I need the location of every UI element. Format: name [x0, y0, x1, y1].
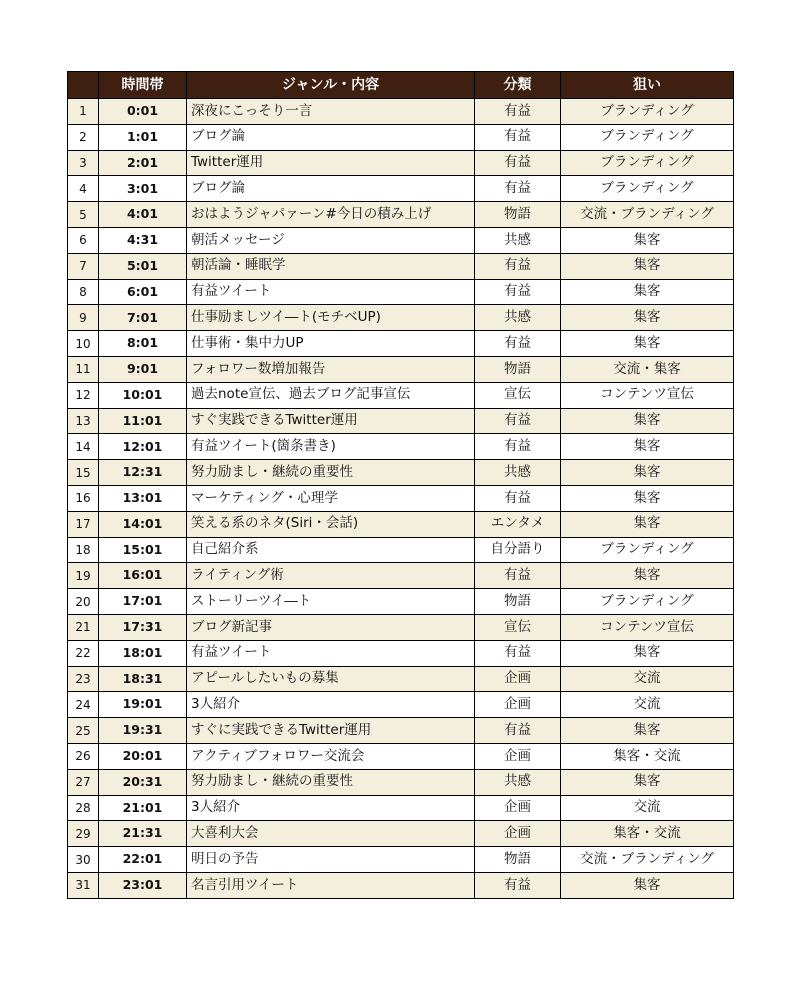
content-cell: 名言引用ツイート: [187, 872, 475, 898]
content-cell: 有益ツイート(箇条書き): [187, 434, 475, 460]
time-slot: 19:01: [99, 692, 187, 718]
table-row: [68, 176, 734, 202]
table-row: [68, 124, 734, 150]
aim-cell: 集客: [561, 511, 734, 537]
content-cell: ストーリーツイ―ト: [187, 589, 475, 615]
schedule-sheet: [67, 71, 733, 899]
time-slot: 17:01: [99, 589, 187, 615]
content-cell: 笑える系のネタ(Siri・会話): [187, 511, 475, 537]
category-cell: 物語: [475, 356, 561, 382]
row-number: 26: [68, 743, 99, 769]
content-cell: 大喜利大会: [187, 821, 475, 847]
content-cell: アピールしたいもの募集: [187, 666, 475, 692]
table-row: [68, 227, 734, 253]
table-row: [68, 202, 734, 228]
table-row: [68, 872, 734, 898]
aim-cell: 集客: [561, 640, 734, 666]
row-number: 9: [68, 305, 99, 331]
row-number: 29: [68, 821, 99, 847]
aim-cell: 交流・ブランディング: [561, 847, 734, 873]
time-slot: 20:31: [99, 769, 187, 795]
header-no: [68, 72, 99, 99]
table-row: [68, 743, 734, 769]
aim-cell: ブランディング: [561, 124, 734, 150]
aim-cell: 交流: [561, 666, 734, 692]
table-row: [68, 718, 734, 744]
table-row: [68, 253, 734, 279]
table-row: [68, 769, 734, 795]
category-cell: 宣伝: [475, 614, 561, 640]
table-body: [68, 99, 734, 899]
row-number: 13: [68, 408, 99, 434]
row-number: 16: [68, 485, 99, 511]
time-slot: 9:01: [99, 356, 187, 382]
content-cell: Twitter運用: [187, 150, 475, 176]
category-cell: 有益: [475, 485, 561, 511]
tweet-schedule-table: [67, 71, 734, 899]
aim-cell: 集客: [561, 872, 734, 898]
aim-cell: ブランディング: [561, 589, 734, 615]
row-number: 22: [68, 640, 99, 666]
header-category: 分類: [475, 72, 561, 99]
time-slot: 17:31: [99, 614, 187, 640]
table-row: [68, 408, 734, 434]
aim-cell: 交流・集客: [561, 356, 734, 382]
time-slot: 5:01: [99, 253, 187, 279]
category-cell: 有益: [475, 640, 561, 666]
category-cell: 有益: [475, 434, 561, 460]
content-cell: 明日の予告: [187, 847, 475, 873]
table-row: [68, 589, 734, 615]
table-row: [68, 356, 734, 382]
time-slot: 18:01: [99, 640, 187, 666]
aim-cell: 集客: [561, 718, 734, 744]
table-row: [68, 485, 734, 511]
row-number: 23: [68, 666, 99, 692]
row-number: 20: [68, 589, 99, 615]
category-cell: 有益: [475, 872, 561, 898]
row-number: 19: [68, 563, 99, 589]
row-number: 31: [68, 872, 99, 898]
table-row: [68, 537, 734, 563]
time-slot: 22:01: [99, 847, 187, 873]
table-header: [68, 72, 734, 99]
category-cell: 物語: [475, 202, 561, 228]
table-row: [68, 279, 734, 305]
header-aim: 狙い: [561, 72, 734, 99]
header-time: 時間帯: [99, 72, 187, 99]
table-row: [68, 99, 734, 125]
content-cell: 努力励まし・継続の重要性: [187, 769, 475, 795]
time-slot: 4:31: [99, 227, 187, 253]
content-cell: おはようジャパァーン#今日の積み上げ: [187, 202, 475, 228]
time-slot: 8:01: [99, 331, 187, 357]
time-slot: 2:01: [99, 150, 187, 176]
category-cell: 共感: [475, 227, 561, 253]
category-cell: 有益: [475, 331, 561, 357]
header-row: [68, 72, 734, 99]
aim-cell: 集客: [561, 769, 734, 795]
category-cell: 物語: [475, 589, 561, 615]
aim-cell: 集客: [561, 279, 734, 305]
row-number: 25: [68, 718, 99, 744]
row-number: 30: [68, 847, 99, 873]
aim-cell: ブランディング: [561, 150, 734, 176]
row-number: 24: [68, 692, 99, 718]
row-number: 11: [68, 356, 99, 382]
content-cell: 自己紹介系: [187, 537, 475, 563]
row-number: 18: [68, 537, 99, 563]
time-slot: 18:31: [99, 666, 187, 692]
table-row: [68, 150, 734, 176]
category-cell: 宣伝: [475, 382, 561, 408]
table-row: [68, 460, 734, 486]
time-slot: 12:01: [99, 434, 187, 460]
aim-cell: 集客: [561, 227, 734, 253]
content-cell: ブログ論: [187, 176, 475, 202]
aim-cell: 集客: [561, 331, 734, 357]
content-cell: ブログ新記事: [187, 614, 475, 640]
table-row: [68, 331, 734, 357]
row-number: 5: [68, 202, 99, 228]
time-slot: 14:01: [99, 511, 187, 537]
category-cell: 物語: [475, 847, 561, 873]
aim-cell: 交流: [561, 795, 734, 821]
table-row: [68, 382, 734, 408]
time-slot: 21:01: [99, 795, 187, 821]
aim-cell: コンテンツ宣伝: [561, 382, 734, 408]
content-cell: 仕事術・集中力UP: [187, 331, 475, 357]
content-cell: すぐ実践できるTwitter運用: [187, 408, 475, 434]
aim-cell: 集客: [561, 305, 734, 331]
content-cell: 仕事励ましツイ―ト(モチベUP): [187, 305, 475, 331]
aim-cell: ブランディング: [561, 176, 734, 202]
time-slot: 6:01: [99, 279, 187, 305]
table-row: [68, 666, 734, 692]
header-content: ジャンル・内容: [187, 72, 475, 99]
aim-cell: 交流: [561, 692, 734, 718]
time-slot: 1:01: [99, 124, 187, 150]
category-cell: 企画: [475, 743, 561, 769]
category-cell: 共感: [475, 769, 561, 795]
aim-cell: 集客・交流: [561, 821, 734, 847]
time-slot: 4:01: [99, 202, 187, 228]
table-row: [68, 692, 734, 718]
time-slot: 0:01: [99, 99, 187, 125]
category-cell: 有益: [475, 718, 561, 744]
category-cell: 共感: [475, 305, 561, 331]
time-slot: 20:01: [99, 743, 187, 769]
row-number: 15: [68, 460, 99, 486]
content-cell: 朝活メッセージ: [187, 227, 475, 253]
table-row: [68, 305, 734, 331]
row-number: 17: [68, 511, 99, 537]
time-slot: 16:01: [99, 563, 187, 589]
category-cell: 有益: [475, 253, 561, 279]
time-slot: 21:31: [99, 821, 187, 847]
category-cell: 企画: [475, 692, 561, 718]
content-cell: マーケティング・心理学: [187, 485, 475, 511]
content-cell: 努力励まし・継続の重要性: [187, 460, 475, 486]
row-number: 1: [68, 99, 99, 125]
row-number: 7: [68, 253, 99, 279]
row-number: 12: [68, 382, 99, 408]
category-cell: 共感: [475, 460, 561, 486]
category-cell: 自分語り: [475, 537, 561, 563]
table-row: [68, 563, 734, 589]
time-slot: 13:01: [99, 485, 187, 511]
time-slot: 10:01: [99, 382, 187, 408]
table-row: [68, 614, 734, 640]
time-slot: 3:01: [99, 176, 187, 202]
table-row: [68, 821, 734, 847]
row-number: 10: [68, 331, 99, 357]
row-number: 3: [68, 150, 99, 176]
category-cell: 企画: [475, 795, 561, 821]
time-slot: 7:01: [99, 305, 187, 331]
row-number: 27: [68, 769, 99, 795]
aim-cell: 集客・交流: [561, 743, 734, 769]
row-number: 2: [68, 124, 99, 150]
content-cell: フォロワー数増加報告: [187, 356, 475, 382]
category-cell: エンタメ: [475, 511, 561, 537]
category-cell: 有益: [475, 563, 561, 589]
category-cell: 有益: [475, 408, 561, 434]
time-slot: 23:01: [99, 872, 187, 898]
aim-cell: 集客: [561, 485, 734, 511]
category-cell: 有益: [475, 279, 561, 305]
time-slot: 15:01: [99, 537, 187, 563]
time-slot: 11:01: [99, 408, 187, 434]
category-cell: 企画: [475, 821, 561, 847]
aim-cell: コンテンツ宣伝: [561, 614, 734, 640]
time-slot: 12:31: [99, 460, 187, 486]
aim-cell: ブランディング: [561, 537, 734, 563]
content-cell: 有益ツイート: [187, 279, 475, 305]
aim-cell: ブランディング: [561, 99, 734, 125]
content-cell: アクティブフォロワー交流会: [187, 743, 475, 769]
aim-cell: 集客: [561, 460, 734, 486]
aim-cell: 交流・ブランディング: [561, 202, 734, 228]
category-cell: 有益: [475, 124, 561, 150]
aim-cell: 集客: [561, 253, 734, 279]
row-number: 8: [68, 279, 99, 305]
content-cell: 有益ツイート: [187, 640, 475, 666]
content-cell: すぐに実践できるTwitter運用: [187, 718, 475, 744]
table-row: [68, 847, 734, 873]
content-cell: 過去note宣伝、過去ブログ記事宣伝: [187, 382, 475, 408]
aim-cell: 集客: [561, 434, 734, 460]
row-number: 21: [68, 614, 99, 640]
content-cell: 3人紹介: [187, 692, 475, 718]
category-cell: 有益: [475, 176, 561, 202]
table-row: [68, 511, 734, 537]
aim-cell: 集客: [561, 408, 734, 434]
content-cell: ライティング術: [187, 563, 475, 589]
content-cell: ブログ論: [187, 124, 475, 150]
table-row: [68, 640, 734, 666]
category-cell: 企画: [475, 666, 561, 692]
row-number: 4: [68, 176, 99, 202]
time-slot: 19:31: [99, 718, 187, 744]
category-cell: 有益: [475, 99, 561, 125]
row-number: 28: [68, 795, 99, 821]
content-cell: 3人紹介: [187, 795, 475, 821]
row-number: 6: [68, 227, 99, 253]
table-row: [68, 434, 734, 460]
content-cell: 深夜にこっそり一言: [187, 99, 475, 125]
table-row: [68, 795, 734, 821]
category-cell: 有益: [475, 150, 561, 176]
content-cell: 朝活論・睡眠学: [187, 253, 475, 279]
row-number: 14: [68, 434, 99, 460]
aim-cell: 集客: [561, 563, 734, 589]
